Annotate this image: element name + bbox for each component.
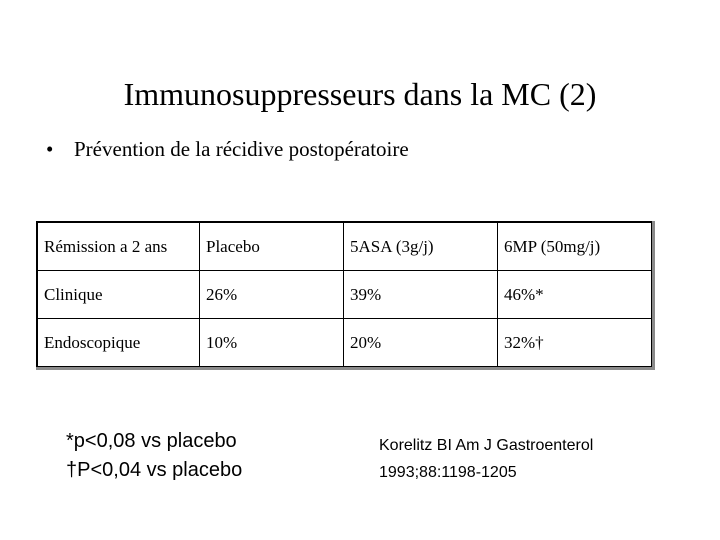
footnote-p-value-2: †P<0,04 vs placebo: [66, 459, 243, 481]
table-cell: 26%: [200, 271, 344, 319]
table-row: [37, 319, 652, 367]
row-label-clinique: Clinique: [37, 271, 200, 319]
bullet-icon: •: [46, 137, 54, 161]
header-cell-5asa: 5ASA (3g/j): [344, 222, 498, 271]
table-cell: 32%†: [498, 319, 652, 367]
citation-line-1: Korelitz BI Am J Gastroenterol: [379, 437, 594, 454]
footnote-p-value-1: *p<0,08 vs placebo: [66, 430, 237, 452]
header-cell-6mp: 6MP (50mg/j): [498, 222, 652, 271]
table-cell: 10%: [200, 319, 344, 367]
table-cell: 39%: [344, 271, 498, 319]
header-cell-placebo: Placebo: [200, 222, 344, 271]
bullet-item: [46, 136, 409, 162]
citation: [379, 432, 593, 486]
header-cell-remission: Rémission a 2 ans: [37, 222, 200, 271]
row-label-endoscopique: Endoscopique: [37, 319, 200, 367]
table-cell: 46%*: [498, 271, 652, 319]
footnotes: [66, 427, 242, 485]
table-header-row: [37, 222, 652, 271]
table-cell: 20%: [344, 319, 498, 367]
slide-title: Immunosuppresseurs dans la MC (2): [123, 76, 597, 112]
results-table-frame: [36, 221, 655, 370]
bullet-text: Prévention de la récidive postopératoire: [74, 137, 409, 161]
table-row: [37, 271, 652, 319]
citation-line-2: 1993;88:1198-1205: [379, 464, 517, 481]
results-table: [36, 221, 652, 367]
